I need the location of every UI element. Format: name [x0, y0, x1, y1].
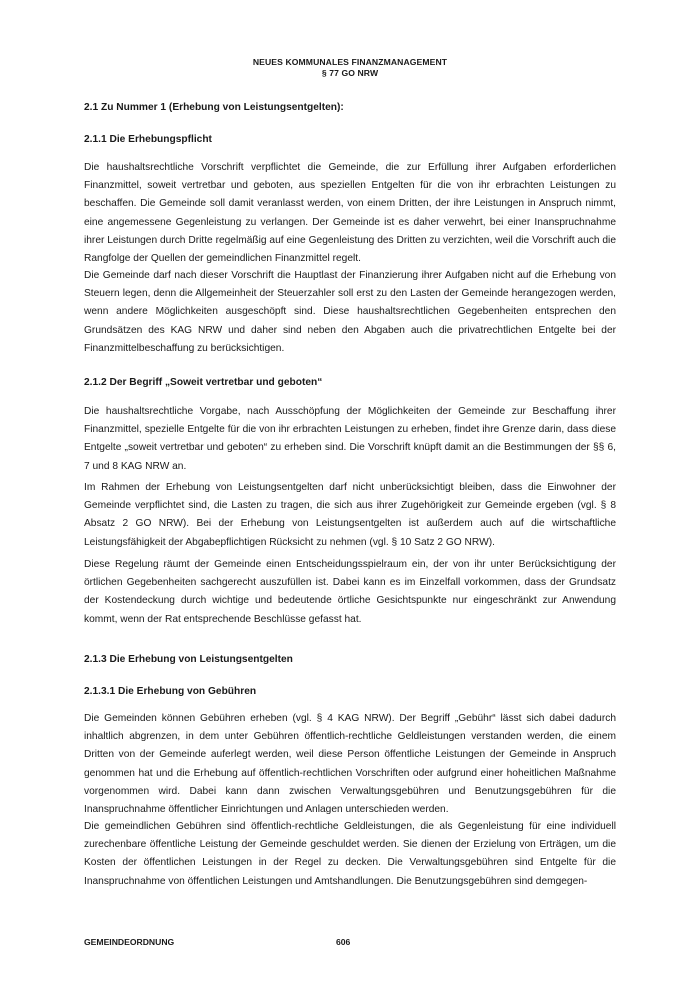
page-number: 606 — [336, 937, 351, 947]
paragraph-vertretbar-3: Diese Regelung räumt der Gemeinde einen Entscheidungsspielraum ein, der von ihr unter Berücksichtigung der örtlichen Gegebenheiten sachgerecht auszufüllen ist. Dabei kann es im Einzelfall vorkommen, dass der Grundsatz der Kostendeckung durch wichtige und bedeutende örtliche Gesichtspunkte nur eingeschränkt zur Anwendung kommt, wenn der Rat entsprechende Beschlüsse gefasst hat. — [84, 559, 616, 625]
heading-2-1-2: 2.1.2 Der Begriff „Soweit vertretbar und geboten“ — [84, 377, 323, 388]
heading-2-1-3-1: 2.1.3.1 Die Erhebung von Gebühren — [84, 686, 257, 697]
paragraph-erhebungspflicht-1: Die haushaltsrechtliche Vorschrift verpflichtet die Gemeinde, die zur Erfüllung ihrer Aufgaben erforderlichen Finanzmittel, soweit vertretbar und geboten, aus speziellen Entgelten für die von ihr erbrachten Leistungen zu beschaffen. Die Gemeinde soll damit veranlasst werden, von einem Dritten, der ihre Leistungen in Anspruch nimmt, eine angemessene Gegenleistung zu verlangen. Der Gemeinde ist es daher verwehrt, bei einer Inanspruchnahme ihrer Leistungen durch Dritte regelmäßig auf eine Gegenleistung des Dritten zu verzichten, weil die Vorschrift auch die Rangfolge der Quellen der gemeindlichen Finanzmittel regelt. — [84, 162, 616, 265]
heading-2-1-1: 2.1.1 Die Erhebungspflicht — [84, 134, 212, 145]
paragraph-vertretbar-1: Die haushaltsrechtliche Vorgabe, nach Ausschöpfung der Möglichkeiten der Gemeinde zur Beschaffung ihrer Finanzmittel, spezielle Entgelte für die von ihr erbrachten Leistungen zu erheben, findet ihre Grenze darin, dass diese Entgelte „soweit vertretbar und geboten“ zu erheben sind. Die Vorschrift knüpft damit an die Bestimmungen der §§ 6, 7 und 8 KAG NRW an. — [84, 406, 616, 472]
paragraph-gebuehren-1: Die Gemeinden können Gebühren erheben (vgl. § 4 KAG NRW). Der Begriff „Gebühr“ lässt sich dabei dadurch inhaltlich abgrenzen, in dem unter Gebühren öffentlich-rechtliche Geldleistungen verstanden werden, die einem Dritten von der Gemeinde auferlegt werden, weil diese Person öffentliche Leistungen der Gemeinde in Anspruch genommen hat und die Erhebung auf öffentlich-rechtlichen Vorschriften oder aufgrund einer hoheitlichen Maßnahme vorgenommen wird. Dabei kann dann zwischen Verwaltungsgebühren und Benutzungsgebühren für die Inanspruchnahme öffentlicher Einrichtungen und Anlagen unterschieden werden. — [84, 713, 616, 816]
paragraph-vertretbar-2: Im Rahmen der Erhebung von Leistungsentgelten darf nicht unberücksichtigt bleiben, dass die Einwohner der Gemeinde verpflichtet sind, die Lasten zu tragen, die sich aus ihrer Zugehörigkeit zur Gemeinde ergeben (vgl. § 8 Absatz 2 GO NRW). Bei der Erhebung von Leistungsentgelten ist außerdem auch auf die wirtschaftliche Leistungsfähigkeit der Abgabepflichtigen Rücksicht zu nehmen (vgl. § 10 Satz 2 GO NRW). — [84, 482, 616, 548]
paragraph-gebuehren-2: Die gemeindlichen Gebühren sind öffentlich-rechtliche Geldleistungen, die als Gegenleistung für eine individuell zurechenbare öffentliche Leistung der Gemeinde geschuldet werden. Sie dienen der Erzielung von Erträgen, um die Kosten der öffentlichen Leistungen in der Regel zu decken. Die Verwaltungsgebühren sind Entgelte für die Inanspruchnahme von öffentlichen Leistungen und Amtshandlungen. Die Benutzungsgebühren sind demgegen- — [84, 821, 616, 887]
header-title: NEUES KOMMUNALES FINANZMANAGEMENT — [252, 57, 448, 67]
paragraph-erhebungspflicht-2: Die Gemeinde darf nach dieser Vorschrift die Hauptlast der Finanzierung ihrer Aufgaben nicht auf die Erhebung von Steuern legen, denn die Allgemeinheit der Steuerzahler soll erst zu den Lasten der Gemeinde herangezogen werden, wenn andere Möglichkeiten ausgeschöpft sind. Diese haushaltsrechtlichen Gegebenheiten entsprechen den Grundsätzen des KAG NRW und daher sind neben den Abgaben auch die privatrechtlichen Entgelte bei der Finanzmittelbeschaffung zu berücksichtigen. — [84, 270, 616, 354]
heading-2-1-3: 2.1.3 Die Erhebung von Leistungsentgelten — [84, 654, 293, 665]
header-paragraph-ref: § 77 GO NRW — [321, 68, 379, 78]
footer-label: GEMEINDEORDNUNG — [84, 937, 175, 947]
page-header — [0, 57, 700, 79]
heading-2-1: 2.1 Zu Nummer 1 (Erhebung von Leistungsentgelten): — [84, 102, 344, 113]
